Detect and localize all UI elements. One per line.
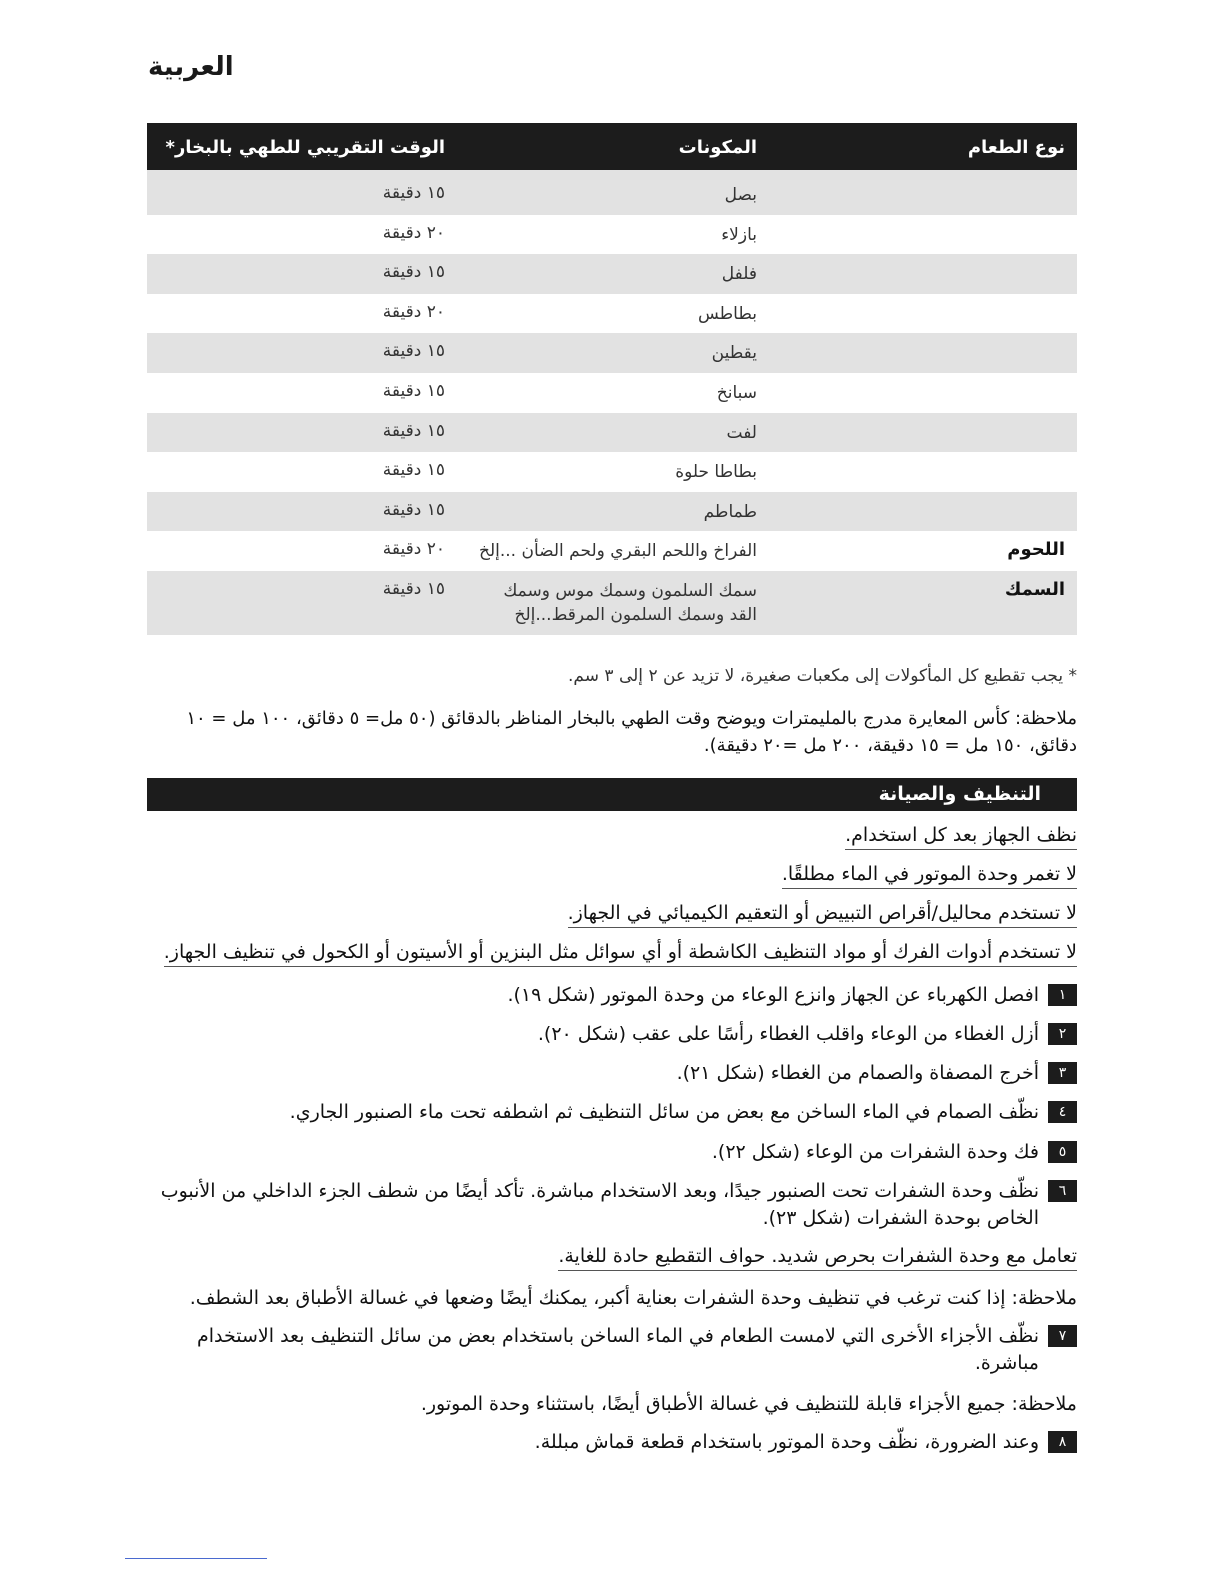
table-row bbox=[147, 413, 1077, 453]
row-time: ١٥ دقيقة bbox=[382, 420, 445, 441]
step-text: نظّف الصمام في الماء الساخن مع بعض من سائل التنظيف ثم اشطفه تحت ماء الصنبور الجاري. bbox=[289, 1101, 1039, 1123]
step-text: أخرج المصفاة والصمام من الغطاء (شكل ٢١). bbox=[676, 1062, 1039, 1084]
step-number: ٨ bbox=[1048, 1431, 1077, 1453]
row-ingredient: فلفل bbox=[721, 264, 757, 285]
step-text: وعند الضرورة، نظّف وحدة الموتور باستخدام قطعة قماش مبللة. bbox=[534, 1431, 1039, 1453]
table-row bbox=[147, 531, 1077, 571]
step-item bbox=[147, 1178, 1077, 1232]
section-title-cleaning: التنظيف والصيانة bbox=[147, 778, 1077, 811]
page-language-title: العربية bbox=[148, 52, 234, 82]
measuring-cup-note: ملاحظة: كأس المعايرة مدرج بالمليمترات ويوضح وقت الطهي بالبخار المناظر بالدقائق (٥٠ مل= ٥ دقائق، ١٠٠ مل = ١٠ دقائق، ١٥٠ مل = ١٥ دقيقة، ٢٠٠ مل =٢٠ دقيقة). bbox=[186, 708, 1077, 756]
header-steaming-time: الوقت التقريبي للطهي بالبخار* bbox=[165, 137, 445, 158]
row-ingredient: بطاطس bbox=[697, 303, 757, 324]
warning-no-abrasives: لا تستخدم أدوات الفرك أو مواد التنظيف الكاشطة أو أي سوائل مثل البنزين أو الأسيتون أو الكحول في تنظيف الجهاز. bbox=[164, 941, 1077, 967]
table-row bbox=[147, 333, 1077, 373]
row-time: ١٥ دقيقة bbox=[382, 183, 445, 203]
warning-no-bleach: لا تستخدم محاليل/أقراص التبييض أو التعقيم الكيميائي في الجهاز. bbox=[568, 902, 1077, 928]
blade-dishwasher-note: ملاحظة: إذا كنت ترغب في تنظيف وحدة الشفرات بعناية أكبر، يمكنك أيضًا وضعها في غسالة الأطباق بعد الشطف. bbox=[189, 1287, 1077, 1309]
row-time: ١٥ دقيقة bbox=[382, 341, 445, 362]
row-time: ١٥ دقيقة bbox=[382, 380, 445, 401]
row-ingredient: لفت bbox=[726, 422, 757, 443]
row-ingredient: بصل bbox=[724, 185, 757, 205]
step-item bbox=[147, 1099, 1077, 1126]
table-row bbox=[147, 452, 1077, 492]
row-ingredient: سبانخ bbox=[716, 382, 757, 403]
step-item bbox=[147, 1323, 1077, 1377]
table-row bbox=[147, 215, 1077, 255]
table-row bbox=[147, 373, 1077, 413]
step-item bbox=[147, 1139, 1077, 1166]
table-row bbox=[147, 175, 1077, 215]
step-number: ٧ bbox=[1048, 1325, 1077, 1347]
warning-clean-after-use: نظف الجهاز بعد كل استخدام. bbox=[845, 824, 1077, 850]
row-food-type: اللحوم bbox=[1007, 539, 1065, 561]
table-header bbox=[147, 123, 1077, 170]
warning-no-immersion: لا تغمر وحدة الموتور في الماء مطلقًا. bbox=[782, 863, 1077, 889]
row-ingredient: سمك السلمون وسمك موس وسمك القد وسمك السلمون المرقط...إلخ bbox=[503, 580, 757, 625]
step-text: فك وحدة الشفرات من الوعاء (شكل ٢٢). bbox=[711, 1141, 1039, 1163]
table-row bbox=[147, 492, 1077, 532]
row-ingredient: الفراخ واللحم البقري ولحم الضأن ...إلخ bbox=[478, 541, 757, 562]
step-text: أزل الغطاء من الوعاء واقلب الغطاء رأسًا على عقب (شكل ٢٠). bbox=[537, 1023, 1039, 1045]
row-ingredient: طماطم bbox=[703, 501, 757, 522]
row-time: ١٥ دقيقة bbox=[382, 578, 445, 599]
row-time: ١٥ دقيقة bbox=[382, 499, 445, 520]
table-row bbox=[147, 254, 1077, 294]
step-text: افصل الكهرباء عن الجهاز وانزع الوعاء من وحدة الموتور (شكل ١٩). bbox=[507, 984, 1039, 1006]
step-number: ٢ bbox=[1048, 1023, 1077, 1045]
dishwasher-note: ملاحظة: جميع الأجزاء قابلة للتنظيف في غسالة الأطباق أيضًا، باستثناء وحدة الموتور. bbox=[420, 1393, 1077, 1415]
row-ingredient: بازلاء bbox=[721, 224, 757, 245]
footer-rule bbox=[125, 1558, 267, 1559]
row-time: ٢٠ دقيقة bbox=[382, 301, 445, 322]
row-ingredient: بطاطا حلوة bbox=[675, 462, 757, 483]
row-ingredient: يقطين bbox=[711, 343, 757, 364]
cube-size-note: * يجب تقطيع كل المأكولات إلى مكعبات صغيرة، لا تزيد عن ٢ إلى ٣ سم. bbox=[568, 666, 1077, 686]
step-text: نظّف الأجزاء الأخرى التي لامست الطعام في الماء الساخن باستخدام بعض من سائل التنظيف بعد الاستخدام مباشرة. bbox=[196, 1325, 1039, 1374]
row-time: ١٥ دقيقة bbox=[382, 262, 445, 283]
row-time: ٢٠ دقيقة bbox=[382, 539, 445, 560]
step-number: ٣ bbox=[1048, 1062, 1077, 1084]
step-number: ٤ bbox=[1048, 1101, 1077, 1123]
step-item bbox=[147, 1021, 1077, 1048]
row-time: ١٥ دقيقة bbox=[382, 460, 445, 481]
step-text: نظّف وحدة الشفرات تحت الصنبور جيدًا، وبعد الاستخدام مباشرة. تأكد أيضًا من شطف الجزء الداخلي من الأنبوب الخاص بوحدة الشفرات (شكل ٢٣). bbox=[160, 1180, 1039, 1229]
step-item bbox=[147, 1429, 1077, 1456]
row-food-type: السمك bbox=[1004, 578, 1065, 600]
warning-blade-sharp: تعامل مع وحدة الشفرات بحرص شديد. حواف التقطيع حادة للغاية. bbox=[558, 1245, 1077, 1271]
step-number: ٥ bbox=[1048, 1141, 1077, 1163]
step-number: ٦ bbox=[1048, 1180, 1077, 1202]
header-food-type: نوع الطعام bbox=[967, 137, 1065, 158]
table-row bbox=[147, 571, 1077, 635]
table-row bbox=[147, 294, 1077, 334]
step-item bbox=[147, 982, 1077, 1009]
step-number: ١ bbox=[1048, 984, 1077, 1006]
steaming-times-table bbox=[147, 123, 1077, 635]
header-ingredients: المكونات bbox=[678, 137, 757, 158]
row-time: ٢٠ دقيقة bbox=[382, 222, 445, 243]
step-item bbox=[147, 1060, 1077, 1087]
